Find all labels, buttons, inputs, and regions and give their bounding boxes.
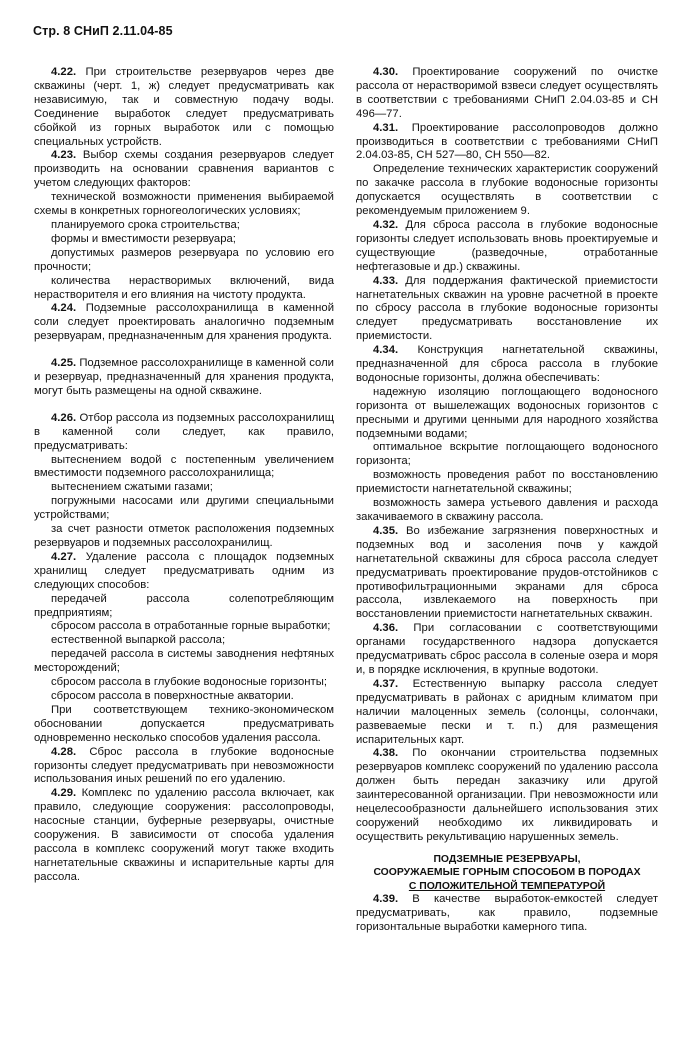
paragraph-4-23: 4.23. Выбор схемы создания резервуаров следует производить на основании сравнения вариантов с учетом следующих факторов: [34, 149, 334, 190]
list-item: допустимых размеров резервуара по условию его прочности; [34, 246, 334, 273]
paragraph-4-36: 4.36. При согласовании с соответствующими органами государственного надзора допускается предусматривать сброс рассола в соленые озера и моря и, в порядке исключения, в крупные водотоки. [356, 622, 658, 676]
list-item: передачей рассола солепотребляющим предприятиям; [34, 592, 334, 619]
paragraph-4-30: 4.30. Проектирование сооружений по очистке рассола от нерастворимой взвеси следует осуществлять в соответствии с требованиями СНиП 2.04.03-85 и СН 496—77. [356, 66, 658, 120]
paragraph-4-27: 4.27. Удаление рассола с площадок подземных хранилищ следует предусматривать одним из следующих способов: [34, 550, 334, 591]
list-item: за счет разности отметок расположения подземных резервуаров и подземных рассолохранилищ. [34, 523, 334, 549]
list-item: естественной выпаркой рассола; [51, 634, 226, 647]
paragraph-text: Определение технических характеристик сооружений по закачке рассола в глубокие водоносные горизонты допускается осуществлять в соответствии с рекомендуемым приложением 9. [356, 163, 658, 218]
paragraph-4-37: 4.37. Естественную выпарку рассола следует предусматривать в районах с аридным климатом при наличии малоценных земель (солонцы, солончаки, развеваемые пески и т. п.) для размещения испарительных карт. [356, 677, 658, 746]
list-item: сбросом рассола в глубокие водоносные горизонты; [51, 676, 327, 689]
list-item: вытеснением сжатыми газами; [51, 481, 213, 494]
list-item: погружными насосами или другими специальными устройствами; [34, 495, 334, 522]
paragraph-4-39: 4.39. В качестве выработок-емкостей следует предусматривать, как правило, подземные горизонтальные выработки камерного типа. [356, 892, 658, 933]
paragraph-4-31: 4.31. Проектирование рассолопроводов должно производиться в соответствии с требованиями СНиП 2.04.03-85, СН 527—80, СН 550—82. [356, 121, 658, 162]
list-item: формы и вместимости резервуара; [51, 232, 236, 245]
list-item: возможность проведения работ по восстановлению приемистости нагнетательной скважины; [356, 469, 658, 496]
paragraph-4-29: 4.29. Комплекс по удалению рассола включает, как правило, следующие сооружения: рассолопроводы, насосные станции, буферные резервуары, очистные сооружения. В зависимости от способа удаления рассола в комплекс сооружений могут также входить нагнетательные скважины и испарительные карты для рассола. [34, 787, 334, 883]
right-column [356, 66, 658, 935]
paragraph-4-25: 4.25. Подземное рассолохранилище в каменной соли и резервуар, предназначенный для хранения продукта, могут быть размещены на одной скважине. [34, 357, 334, 397]
paragraph-4-33: 4.33. Для поддержания фактической приемистости нагнетательных скважин на уровне расчетной в проекте по сбросу рассола в глубокие водоносные горизонты следует предусматривать восстановление их приемистости. [356, 274, 658, 343]
paragraph-4-22: 4.22. При строительстве резервуаров через две скважины (черт. 1, ж) следует предусматривать как независимую, так и совместную подачу воды. Соединение выработок следует предусматривать сбойкой из горных выработок или с помощью специальных устройств. [34, 66, 334, 148]
list-item: передачей рассола в системы заводнения нефтяных месторождений; [34, 648, 334, 675]
paragraph-4-34: 4.34. Конструкция нагнетательной скважины, предназначенной для сброса рассола в глубокие водоносные горизонты, должна обеспечивать: [356, 344, 658, 384]
list-item: планируемого срока строительства; [51, 218, 240, 231]
list-item: технической возможности применения выбираемой схемы в конкретных горногеологических условиях; [34, 191, 334, 218]
section-heading-line-3: С ПОЛОЖИТЕЛЬНОЙ ТЕМПЕРАТУРОЙ [408, 880, 606, 892]
list-item: количества нерастворимых включений, вида нерастворителя и его влияния на чистоту продукта. [34, 274, 334, 301]
list-item: сбросом рассола в отработанные горные выработки; [51, 620, 331, 633]
list-item: сбросом рассола в поверхностные акватории. [51, 689, 294, 702]
paragraph-text: При соответствующем технико-экономическом обосновании допускается предусматривать одновременно несколько способов удаления рассола. [34, 703, 334, 744]
paragraph-4-32: 4.32. Для сброса рассола в глубокие водоносные горизонты следует использовать вновь проектируемые и существующие (разведочные, отработанные нефтегазовые и др.) скважины. [356, 218, 658, 273]
paragraph-4-35: 4.35. Во избежание загрязнения поверхностных и подземных вод и засоления почв у каждой нагнетательной скважины для сброса рассола следует предусматривать проектирование прудов-отстойников с противофильтрационными экранами для сброса рассола, извлекаемого на поверхность при восстановлении приемистости нагнетательных скважин. [356, 524, 658, 621]
paragraph-4-38: 4.38. По окончании строительства подземных резервуаров комплекс сооружений по удалению рассола должен быть передан заказчику или другой заинтересованной организации. При невозможности или нецелесообразности дальнейшего использования этих сооружений необходимо их ликвидировать и осуществить рекультивацию нарушенных земель. [356, 747, 658, 843]
list-item: надежную изоляцию поглощающего водоносного горизонта от вышележащих водоносных горизонтов с пресными и другими ценными для народного хозяйства подземными водами; [356, 385, 658, 440]
left-column [34, 66, 334, 885]
section-heading-line-1: ПОДЗЕМНЫЕ РЕЗЕРВУАРЫ, [433, 853, 581, 865]
list-item: вытеснением водой с постепенным увеличением вместимости подземного рассолохранилища; [34, 453, 334, 480]
section-heading-line-2: СООРУЖАЕМЫЕ ГОРНЫМ СПОСОБОМ В ПОРОДАХ [373, 867, 641, 879]
section-heading [356, 853, 658, 893]
paragraph-4-26: 4.26. Отбор рассола из подземных рассолохранилищ в каменной соли следует, как правило, предусматривать: [34, 411, 334, 452]
paragraph-4-28: 4.28. Сброс рассола в глубокие водоносные горизонты следует предусматривать при невозможности использования иных решений по его удалению. [34, 745, 334, 786]
list-item: оптимальное вскрытие поглощающего водоносного горизонта; [356, 441, 658, 468]
list-item: возможность замера устьевого давления и расхода закачиваемого в скважину рассола. [356, 497, 658, 523]
paragraph-4-24: 4.24. Подземные рассолохранилища в каменной соли следует проектировать аналогично подземным резервуарам, предназначенным для хранения продукта. [34, 302, 334, 343]
page-header: Стр. 8 СНиП 2.11.04-85 [33, 24, 173, 38]
